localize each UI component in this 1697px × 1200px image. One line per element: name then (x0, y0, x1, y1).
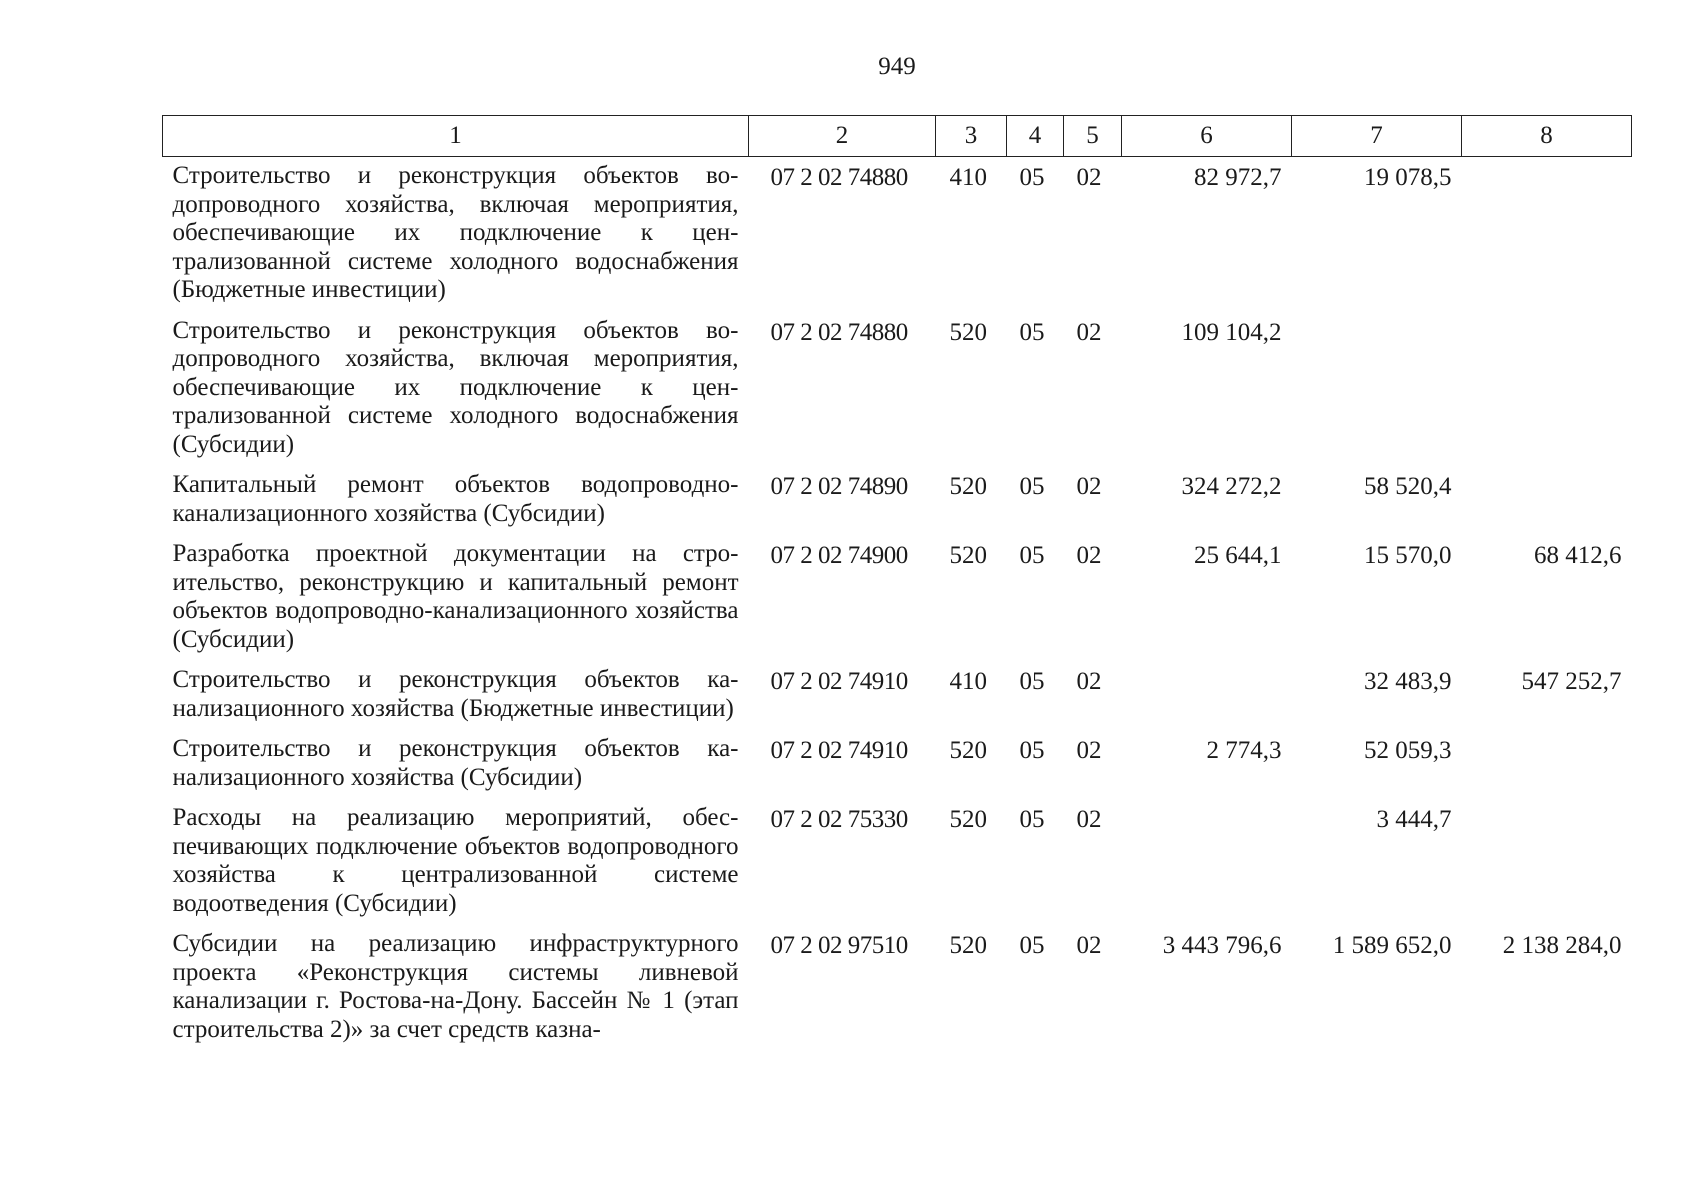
row-col-5: 02 (1076, 318, 1102, 346)
row-col-8 (1462, 157, 1632, 312)
table-row (163, 925, 1632, 1051)
row-col-8 (1462, 466, 1632, 535)
row-description: Расходы на реализацию мероприятий, обеспечивающих подключение объектов водопроводного хозяйства к централизованной системе водоотведения (Субсидии) (172, 804, 739, 917)
row-col-5: 02 (1076, 668, 1102, 695)
header-row (163, 116, 1632, 157)
row-col-6: 82 972,7 (1194, 164, 1282, 191)
row-col-7 (1292, 312, 1462, 467)
row-col-3: 520 (949, 473, 987, 500)
table-body (163, 157, 1632, 1052)
row-col-5: 02 (1076, 542, 1102, 569)
row-col-7: 3 444,7 (1376, 806, 1452, 833)
header-col-4: 4 (1007, 116, 1064, 157)
row-col-4: 05 (1019, 737, 1045, 764)
row-col-3: 520 (949, 318, 987, 346)
row-description: Строительство и реконструкция объектов канализационного хозяйства (Субсидии) (172, 735, 739, 791)
table-row (163, 157, 1632, 312)
header-col-8: 8 (1462, 116, 1632, 157)
row-code: 07 2 02 75330 (770, 806, 908, 833)
row-col-3: 520 (949, 932, 987, 959)
row-col-8: 2 138 284,0 (1502, 932, 1622, 959)
row-col-4: 05 (1019, 318, 1045, 346)
row-code: 07 2 02 74880 (770, 318, 908, 346)
row-col-7: 58 520,4 (1364, 473, 1452, 500)
budget-table (162, 115, 1632, 1051)
row-col-3: 520 (949, 542, 987, 569)
row-col-7: 19 078,5 (1364, 164, 1452, 191)
row-description: Субсидии на реализацию инфраструктурного проекта «Реконструкция системы ливневой канализации г. Ростова-на-Дону. Бассейн № 1 (этап строительства 2)» за счет средств казна- (172, 930, 739, 1043)
table-row (163, 466, 1632, 535)
row-col-8: 547 252,7 (1521, 668, 1622, 695)
row-col-5: 02 (1076, 473, 1102, 500)
row-col-8 (1462, 799, 1632, 925)
header-col-5: 5 (1064, 116, 1122, 157)
row-col-7: 52 059,3 (1364, 737, 1452, 764)
row-col-4: 05 (1019, 473, 1045, 500)
row-col-7: 32 483,9 (1364, 668, 1452, 695)
row-description: Строительство и реконструкция объектов водопроводного хозяйства, включая мероприятия, обеспечивающие их подключение к централизованной системе холодного водоснабжения (Субсидии) (172, 316, 739, 458)
row-col-5: 02 (1076, 737, 1102, 764)
header-col-6: 6 (1122, 116, 1292, 157)
row-col-4: 05 (1019, 668, 1045, 695)
row-col-6 (1122, 661, 1292, 730)
table-header (163, 116, 1632, 157)
row-col-3: 520 (949, 737, 987, 764)
row-col-6: 3 443 796,6 (1162, 932, 1282, 959)
row-col-3: 410 (949, 164, 987, 191)
table-row (163, 661, 1632, 730)
row-col-5: 02 (1076, 164, 1102, 191)
row-col-7: 15 570,0 (1364, 542, 1452, 569)
row-col-6 (1122, 799, 1292, 925)
page-number: 949 (878, 53, 916, 80)
header-col-2: 2 (749, 116, 936, 157)
row-col-6: 324 272,2 (1181, 473, 1282, 500)
table-row (163, 312, 1632, 467)
row-col-4: 05 (1019, 164, 1045, 191)
row-col-5: 02 (1076, 806, 1102, 833)
table-row (163, 535, 1632, 661)
row-col-7: 1 589 652,0 (1332, 932, 1452, 959)
row-col-6: 25 644,1 (1194, 542, 1282, 569)
header-col-7: 7 (1292, 116, 1462, 157)
row-code: 07 2 02 74900 (770, 542, 908, 569)
table-row (163, 730, 1632, 799)
row-col-8 (1462, 730, 1632, 799)
row-code: 07 2 02 74880 (770, 164, 908, 191)
row-col-4: 05 (1019, 806, 1045, 833)
row-code: 07 2 02 74910 (770, 668, 908, 695)
row-col-8 (1462, 312, 1632, 467)
row-description: Капитальный ремонт объектов водопроводно-канализационного хозяйства (Субсидии) (172, 471, 739, 527)
row-col-5: 02 (1076, 932, 1102, 959)
row-col-8: 68 412,6 (1534, 542, 1622, 569)
table-row (163, 799, 1632, 925)
row-col-6: 2 774,3 (1206, 737, 1282, 764)
row-code: 07 2 02 74910 (770, 737, 908, 764)
row-code: 07 2 02 97510 (770, 932, 908, 959)
header-col-1: 1 (163, 116, 749, 157)
row-description: Разработка проектной документации на строительство, реконструкцию и капитальный ремонт объектов водопроводно-канализационного хозяйства (Субсидии) (172, 540, 739, 653)
row-col-4: 05 (1019, 932, 1045, 959)
row-col-3: 520 (949, 806, 987, 833)
row-col-4: 05 (1019, 542, 1045, 569)
row-description: Строительство и реконструкция объектов водопроводного хозяйства, включая мероприятия, обеспечивающие их подключение к централизованной системе холодного водоснабжения (Бюджетные инвестиции) (172, 162, 739, 303)
row-code: 07 2 02 74890 (770, 473, 908, 500)
header-col-3: 3 (936, 116, 1007, 157)
row-col-6: 109 104,2 (1181, 318, 1282, 346)
row-description: Строительство и реконструкция объектов канализационного хозяйства (Бюджетные инвестиции) (172, 666, 739, 722)
row-col-3: 410 (949, 668, 987, 695)
